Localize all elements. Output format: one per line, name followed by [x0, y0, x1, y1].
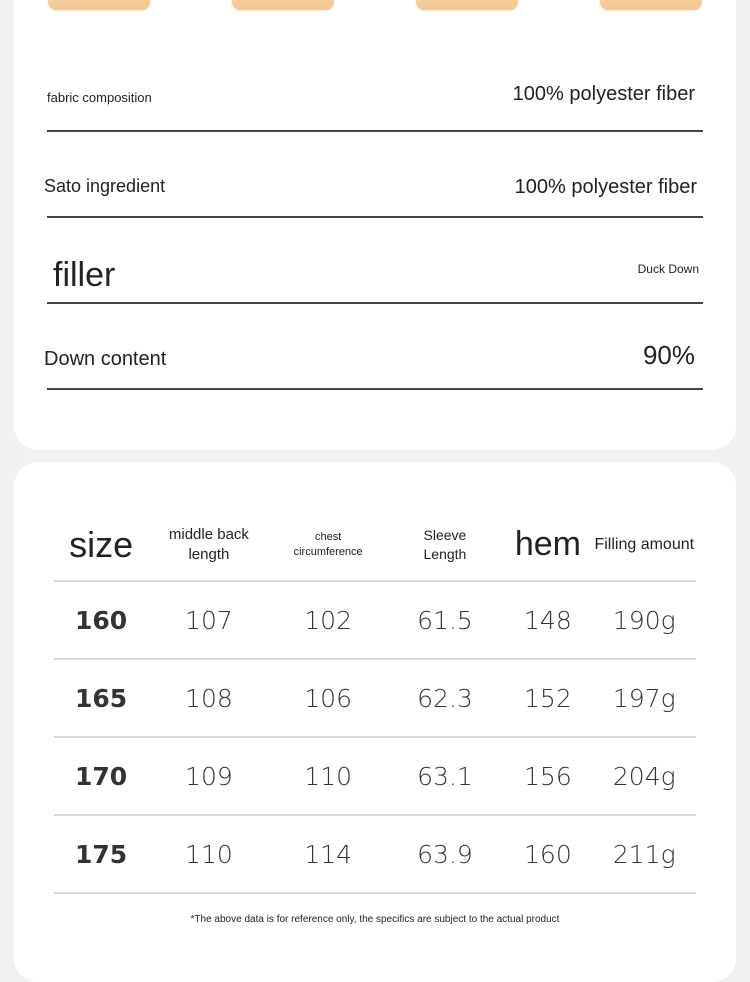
attribute-label: filler — [53, 256, 116, 294]
feature-tags — [14, 0, 736, 42]
table-cell: 110 — [148, 815, 269, 893]
table-cell: 63.1 — [387, 737, 504, 815]
table-row — [54, 815, 696, 893]
table-cell: 109 — [148, 737, 269, 815]
attribute-value: 90% — [642, 340, 695, 370]
size-chart-card — [14, 462, 736, 982]
column-header: Filling amount — [593, 510, 696, 581]
table-cell: 110 — [270, 737, 387, 815]
attribute-label: fabric composition — [47, 90, 152, 105]
attribute-row — [44, 156, 703, 218]
attribute-value: Duck Down — [637, 262, 699, 276]
table-cell: 62.3 — [387, 659, 504, 737]
table-header-row — [54, 510, 696, 581]
attribute-label: Down content — [44, 348, 167, 370]
table-cell: 170 — [54, 737, 148, 815]
table-cell: 160 — [54, 581, 148, 659]
size-table — [54, 510, 696, 894]
table-row — [54, 581, 696, 659]
product-attributes-card — [14, 0, 736, 450]
attribute-label: Sato ingredient — [44, 176, 166, 196]
table-cell: 211g — [593, 815, 696, 893]
table-cell: 61.5 — [387, 581, 504, 659]
table-cell: 148 — [503, 581, 592, 659]
attribute-row — [47, 242, 703, 304]
table-cell: 106 — [270, 659, 387, 737]
feature-tag — [416, 0, 518, 10]
feature-tag — [600, 0, 702, 10]
table-cell: 108 — [148, 659, 269, 737]
reference-note: *The above data is for reference only, the specifics are subject to the actual product — [190, 914, 560, 925]
feature-tag — [48, 0, 150, 10]
attribute-value: 100% polyester fiber — [512, 83, 695, 105]
feature-tag — [232, 0, 334, 10]
table-row — [54, 659, 696, 737]
attribute-row — [47, 70, 703, 132]
table-row — [54, 737, 696, 815]
table-cell: 63.9 — [387, 815, 504, 893]
column-header: Sleeve Length — [387, 510, 504, 581]
table-cell: 156 — [503, 737, 592, 815]
table-cell: 175 — [54, 815, 148, 893]
attribute-value: 100% polyester fiber — [514, 176, 697, 198]
column-header: chest circumference — [270, 510, 387, 581]
table-cell: 152 — [503, 659, 592, 737]
table-cell: 197g — [593, 659, 696, 737]
table-cell: 190g — [593, 581, 696, 659]
table-cell: 102 — [270, 581, 387, 659]
table-cell: 114 — [270, 815, 387, 893]
table-cell: 204g — [593, 737, 696, 815]
table-cell: 165 — [54, 659, 148, 737]
table-cell: 107 — [148, 581, 269, 659]
feature-tag-label — [439, 0, 495, 2]
attribute-row — [44, 328, 703, 390]
column-header: hem — [503, 510, 592, 581]
column-header: middle back length — [148, 510, 269, 581]
column-header: size — [54, 510, 148, 581]
table-cell: 160 — [503, 815, 592, 893]
